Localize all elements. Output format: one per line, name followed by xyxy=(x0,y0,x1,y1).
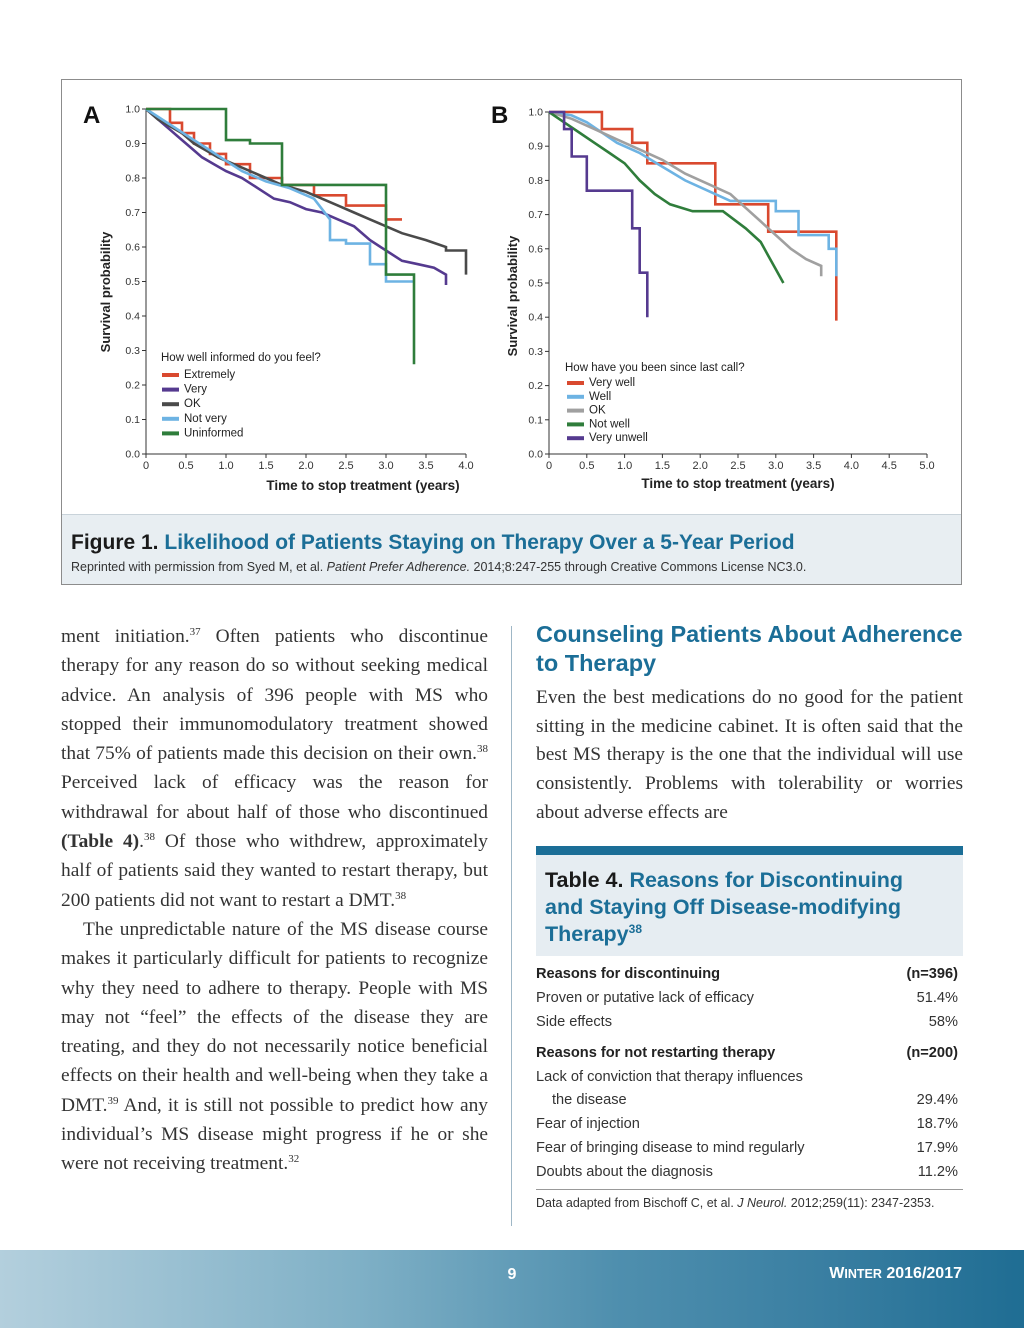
row-value: 11.2% xyxy=(917,1163,958,1180)
panel-a xyxy=(83,102,474,493)
x-tick-label: 3.5 xyxy=(418,460,434,472)
table-top-bar xyxy=(536,846,963,855)
y-tick-label: 0.1 xyxy=(125,414,140,426)
y-tick-label: 0.0 xyxy=(528,448,543,461)
y-tick-label: 0.4 xyxy=(125,310,140,323)
y-tick-label: 0.0 xyxy=(125,448,140,461)
table-section-header xyxy=(536,963,958,987)
x-tick-label: 4.0 xyxy=(458,460,474,472)
panel-b xyxy=(491,102,935,491)
y-tick-label: 0.8 xyxy=(528,174,543,187)
page-footer xyxy=(0,1250,1024,1328)
x-tick-label: 1.5 xyxy=(654,460,671,472)
citation-superscript: 38 xyxy=(143,831,155,844)
section-n: (n=396) xyxy=(906,966,958,982)
panel-a-y-ticks xyxy=(125,104,146,461)
y-tick-label: 0.2 xyxy=(528,380,543,393)
page-number: 9 xyxy=(507,1266,517,1283)
panel-b-x-axis-label: Time to stop treatment (years) xyxy=(641,476,835,491)
panel-b-y-ticks xyxy=(528,107,549,461)
y-tick-label: 0.1 xyxy=(528,414,543,427)
figure-charts xyxy=(62,80,961,514)
legend-label: OK xyxy=(589,404,606,417)
table-section-1-rows xyxy=(536,987,958,1035)
table-row xyxy=(536,987,958,1011)
x-tick-label: 4.5 xyxy=(881,460,897,472)
panel-a-y-axis-label: Survival probability xyxy=(98,231,113,353)
row-label: Proven or putative lack of efficacy xyxy=(536,989,754,1006)
series-line-ok xyxy=(549,112,821,276)
text-run: ment initiation. xyxy=(61,626,190,647)
figure-title: Likelihood of Patients Staying on Therapy Over a 5-Year Period xyxy=(164,531,795,554)
text-run: Perceived lack of efficacy was the reason for withdrawal for about half of those who discontinued xyxy=(61,772,488,823)
x-tick-label: 3.5 xyxy=(805,460,822,472)
legend-label: Not well xyxy=(589,418,630,431)
legend-swatch xyxy=(567,395,584,399)
x-tick-label: 2.5 xyxy=(338,460,354,472)
x-tick-label: 2.5 xyxy=(730,460,746,472)
panel-b-curves xyxy=(549,112,836,321)
x-tick-label: 2.0 xyxy=(692,460,708,472)
citation-superscript: 37 xyxy=(189,626,201,638)
x-tick-label: 0.5 xyxy=(579,460,595,472)
table-header-box xyxy=(536,855,963,956)
legend-swatch xyxy=(567,422,584,426)
panel-b-x-ticks xyxy=(546,454,935,472)
table-source-note xyxy=(536,1194,936,1213)
x-tick-label: 3.0 xyxy=(378,460,394,472)
row-label: Lack of conviction that therapy influences xyxy=(536,1068,803,1085)
x-tick-label: 2.0 xyxy=(298,460,314,472)
table-row xyxy=(536,1089,958,1113)
table-label: Table 4. xyxy=(545,868,624,892)
season-rest: INTER xyxy=(844,1267,882,1281)
legend-label: Extremely xyxy=(184,369,236,381)
legend-label: Not very xyxy=(184,412,227,425)
text-run: Of those who withdrew, approximately half of patients said they wanted to restart therapy, but 200 patients did not want to restart a DMT. xyxy=(61,831,488,911)
citation-superscript: 38 xyxy=(395,889,407,902)
row-label-continued: the disease xyxy=(552,1092,627,1109)
table-section-2-rows xyxy=(536,1113,958,1184)
y-tick-label: 0.3 xyxy=(528,345,543,358)
table-section-header xyxy=(536,1042,958,1066)
section-label: Reasons for discontinuing xyxy=(536,966,721,982)
y-tick-label: 0.5 xyxy=(528,277,543,290)
legend-swatch xyxy=(162,373,179,377)
issue-season xyxy=(829,1265,962,1283)
legend-label: Very unwell xyxy=(589,432,648,445)
table-row xyxy=(536,1011,958,1035)
y-tick-label: 0.7 xyxy=(528,209,543,222)
section-label: Reasons for not restarting therapy xyxy=(536,1044,776,1061)
panel-b-legend xyxy=(567,377,648,444)
paragraph-2 xyxy=(61,915,488,1179)
table-row xyxy=(536,1161,958,1185)
season-initial: W xyxy=(829,1265,845,1282)
table-row xyxy=(536,1113,958,1137)
panel-b-legend-title: How have you been since last call? xyxy=(565,362,745,374)
row-value: 58% xyxy=(928,1013,958,1030)
row-value: 29.4% xyxy=(916,1092,958,1109)
y-tick-label: 0.8 xyxy=(125,172,140,185)
legend-label: Very xyxy=(184,383,208,396)
table-reference: (Table 4) xyxy=(61,831,140,853)
credit-journal: Patient Prefer Adherence. xyxy=(326,560,471,574)
citation-superscript: 32 xyxy=(288,1153,300,1166)
x-tick-label: 3.0 xyxy=(768,460,784,472)
table-row xyxy=(536,1137,958,1161)
citation-superscript: 38 xyxy=(477,743,488,756)
y-tick-label: 0.2 xyxy=(125,379,140,392)
panel-b-y-axis-label: Survival probability xyxy=(505,235,520,357)
legend-label: Well xyxy=(589,390,612,403)
legend-label: Uninformed xyxy=(184,427,244,440)
left-column-text xyxy=(61,622,488,1179)
y-tick-label: 0.9 xyxy=(528,140,543,153)
x-tick-label: 1.0 xyxy=(218,460,234,472)
text-run: And, it is still not possible to predict how any individual’s MS disease might progress if he or she were not receiving treatment. xyxy=(61,1094,488,1175)
citation-superscript: 38 xyxy=(628,922,642,936)
y-tick-label: 0.9 xyxy=(125,138,140,150)
panel-a-legend xyxy=(162,369,243,439)
credit-citation: 2014;8:247-255 through Creative Commons License NC3.0. xyxy=(473,560,807,574)
legend-swatch xyxy=(162,402,179,406)
table-4 xyxy=(536,963,958,1185)
legend-swatch xyxy=(162,388,179,392)
table-row xyxy=(536,1066,958,1090)
legend-swatch xyxy=(567,381,584,385)
season-year: 2016/2017 xyxy=(886,1265,962,1282)
row-value: 18.7% xyxy=(916,1116,958,1133)
legend-swatch xyxy=(162,417,179,421)
panel-a-x-ticks xyxy=(143,454,474,472)
column-divider xyxy=(511,626,512,1226)
x-tick-label: 1.0 xyxy=(616,460,633,472)
note-citation: 2012;259(11): 2347-2353. xyxy=(790,1196,935,1210)
panel-a-curves xyxy=(146,109,466,364)
panel-a-x-axis-label: Time to stop treatment (years) xyxy=(266,478,460,493)
right-column-text xyxy=(536,684,963,828)
row-label: Fear of bringing disease to mind regularly xyxy=(536,1140,805,1157)
y-tick-label: 0.7 xyxy=(125,207,140,219)
paragraph-1 xyxy=(61,622,488,915)
table-bottom-rule xyxy=(536,1189,963,1190)
y-tick-label: 0.5 xyxy=(125,276,140,288)
paragraph-3: Even the best medications do no good for the patient sitting in the medicine cabinet. It is often said that the best MS therapy is the one that the individual will use consistently. Problems with tolerability or worries about adverse effects are xyxy=(536,687,963,823)
figure-caption-title xyxy=(71,531,795,555)
y-tick-label: 1.0 xyxy=(528,106,543,119)
panel-b-letter: B xyxy=(491,102,509,129)
x-tick-label: 0.5 xyxy=(178,460,194,472)
legend-swatch xyxy=(162,431,179,435)
text-run: . xyxy=(139,831,144,853)
x-tick-label: 0 xyxy=(545,460,553,472)
section-heading: Counseling Patients About Adherence to Therapy xyxy=(536,621,963,676)
panel-a-legend-title: How well informed do you feel? xyxy=(161,352,321,364)
table-title xyxy=(545,867,945,948)
y-tick-label: 0.6 xyxy=(528,243,543,256)
y-tick-label: 1.0 xyxy=(125,103,140,116)
series-line-extremely xyxy=(146,109,402,219)
x-tick-label: 0 xyxy=(142,460,150,472)
x-tick-label: 1.5 xyxy=(258,460,274,472)
row-value: 51.4% xyxy=(916,989,958,1006)
panel-a-letter: A xyxy=(83,102,101,129)
legend-swatch xyxy=(567,436,584,440)
text-run: Often patients who discontinue therapy for any reason do so without seeking medical advice. An analysis of 396 people with MS who stopped their immunomodulatory treatment showed that 75% of patients made this decision on their own. xyxy=(61,626,488,765)
series-line-not-well xyxy=(549,112,783,283)
row-label: Fear of injection xyxy=(536,1116,640,1133)
figure-caption xyxy=(62,514,961,584)
figure-label: Figure 1. xyxy=(71,531,159,554)
series-line-very xyxy=(146,109,446,285)
row-label: Doubts about the diagnosis xyxy=(536,1163,713,1180)
legend-label: OK xyxy=(184,398,201,411)
x-tick-label: 5.0 xyxy=(919,460,935,472)
y-tick-label: 0.6 xyxy=(125,241,140,254)
row-label: Side effects xyxy=(536,1013,612,1030)
series-line-very-well xyxy=(549,112,836,321)
series-line-not-very xyxy=(146,109,414,282)
section-n: (n=200) xyxy=(906,1044,958,1061)
note-journal: J Neurol. xyxy=(737,1196,788,1210)
row-value: 17.9% xyxy=(916,1140,958,1157)
table-gap xyxy=(536,1034,958,1042)
text-run: The unpredictable nature of the MS disease course makes it particularly difficult for patients to recognize why they need to adhere to therapy. People with MS may not “feel” the effects of the disease they are treating, and they do not necessarily notice beneficial effects on their health and well-being when they take a DMT. xyxy=(61,918,488,1116)
figure-credit xyxy=(71,560,806,574)
series-line-uninformed xyxy=(146,109,414,364)
figure-1 xyxy=(61,79,962,585)
legend-swatch xyxy=(567,409,584,413)
legend-label: Very well xyxy=(589,377,636,389)
x-tick-label: 4.0 xyxy=(843,460,860,472)
y-tick-label: 0.3 xyxy=(125,345,140,357)
citation-superscript: 39 xyxy=(107,1094,119,1107)
table-title-text: Reasons for Discontinuing and Staying Off Disease-modifying Therapy xyxy=(545,868,904,946)
credit-text: Reprinted with permission from Syed M, et al. xyxy=(71,560,324,574)
note-text: Data adapted from Bischoff C, et al. xyxy=(536,1196,734,1210)
y-tick-label: 0.4 xyxy=(528,311,543,324)
